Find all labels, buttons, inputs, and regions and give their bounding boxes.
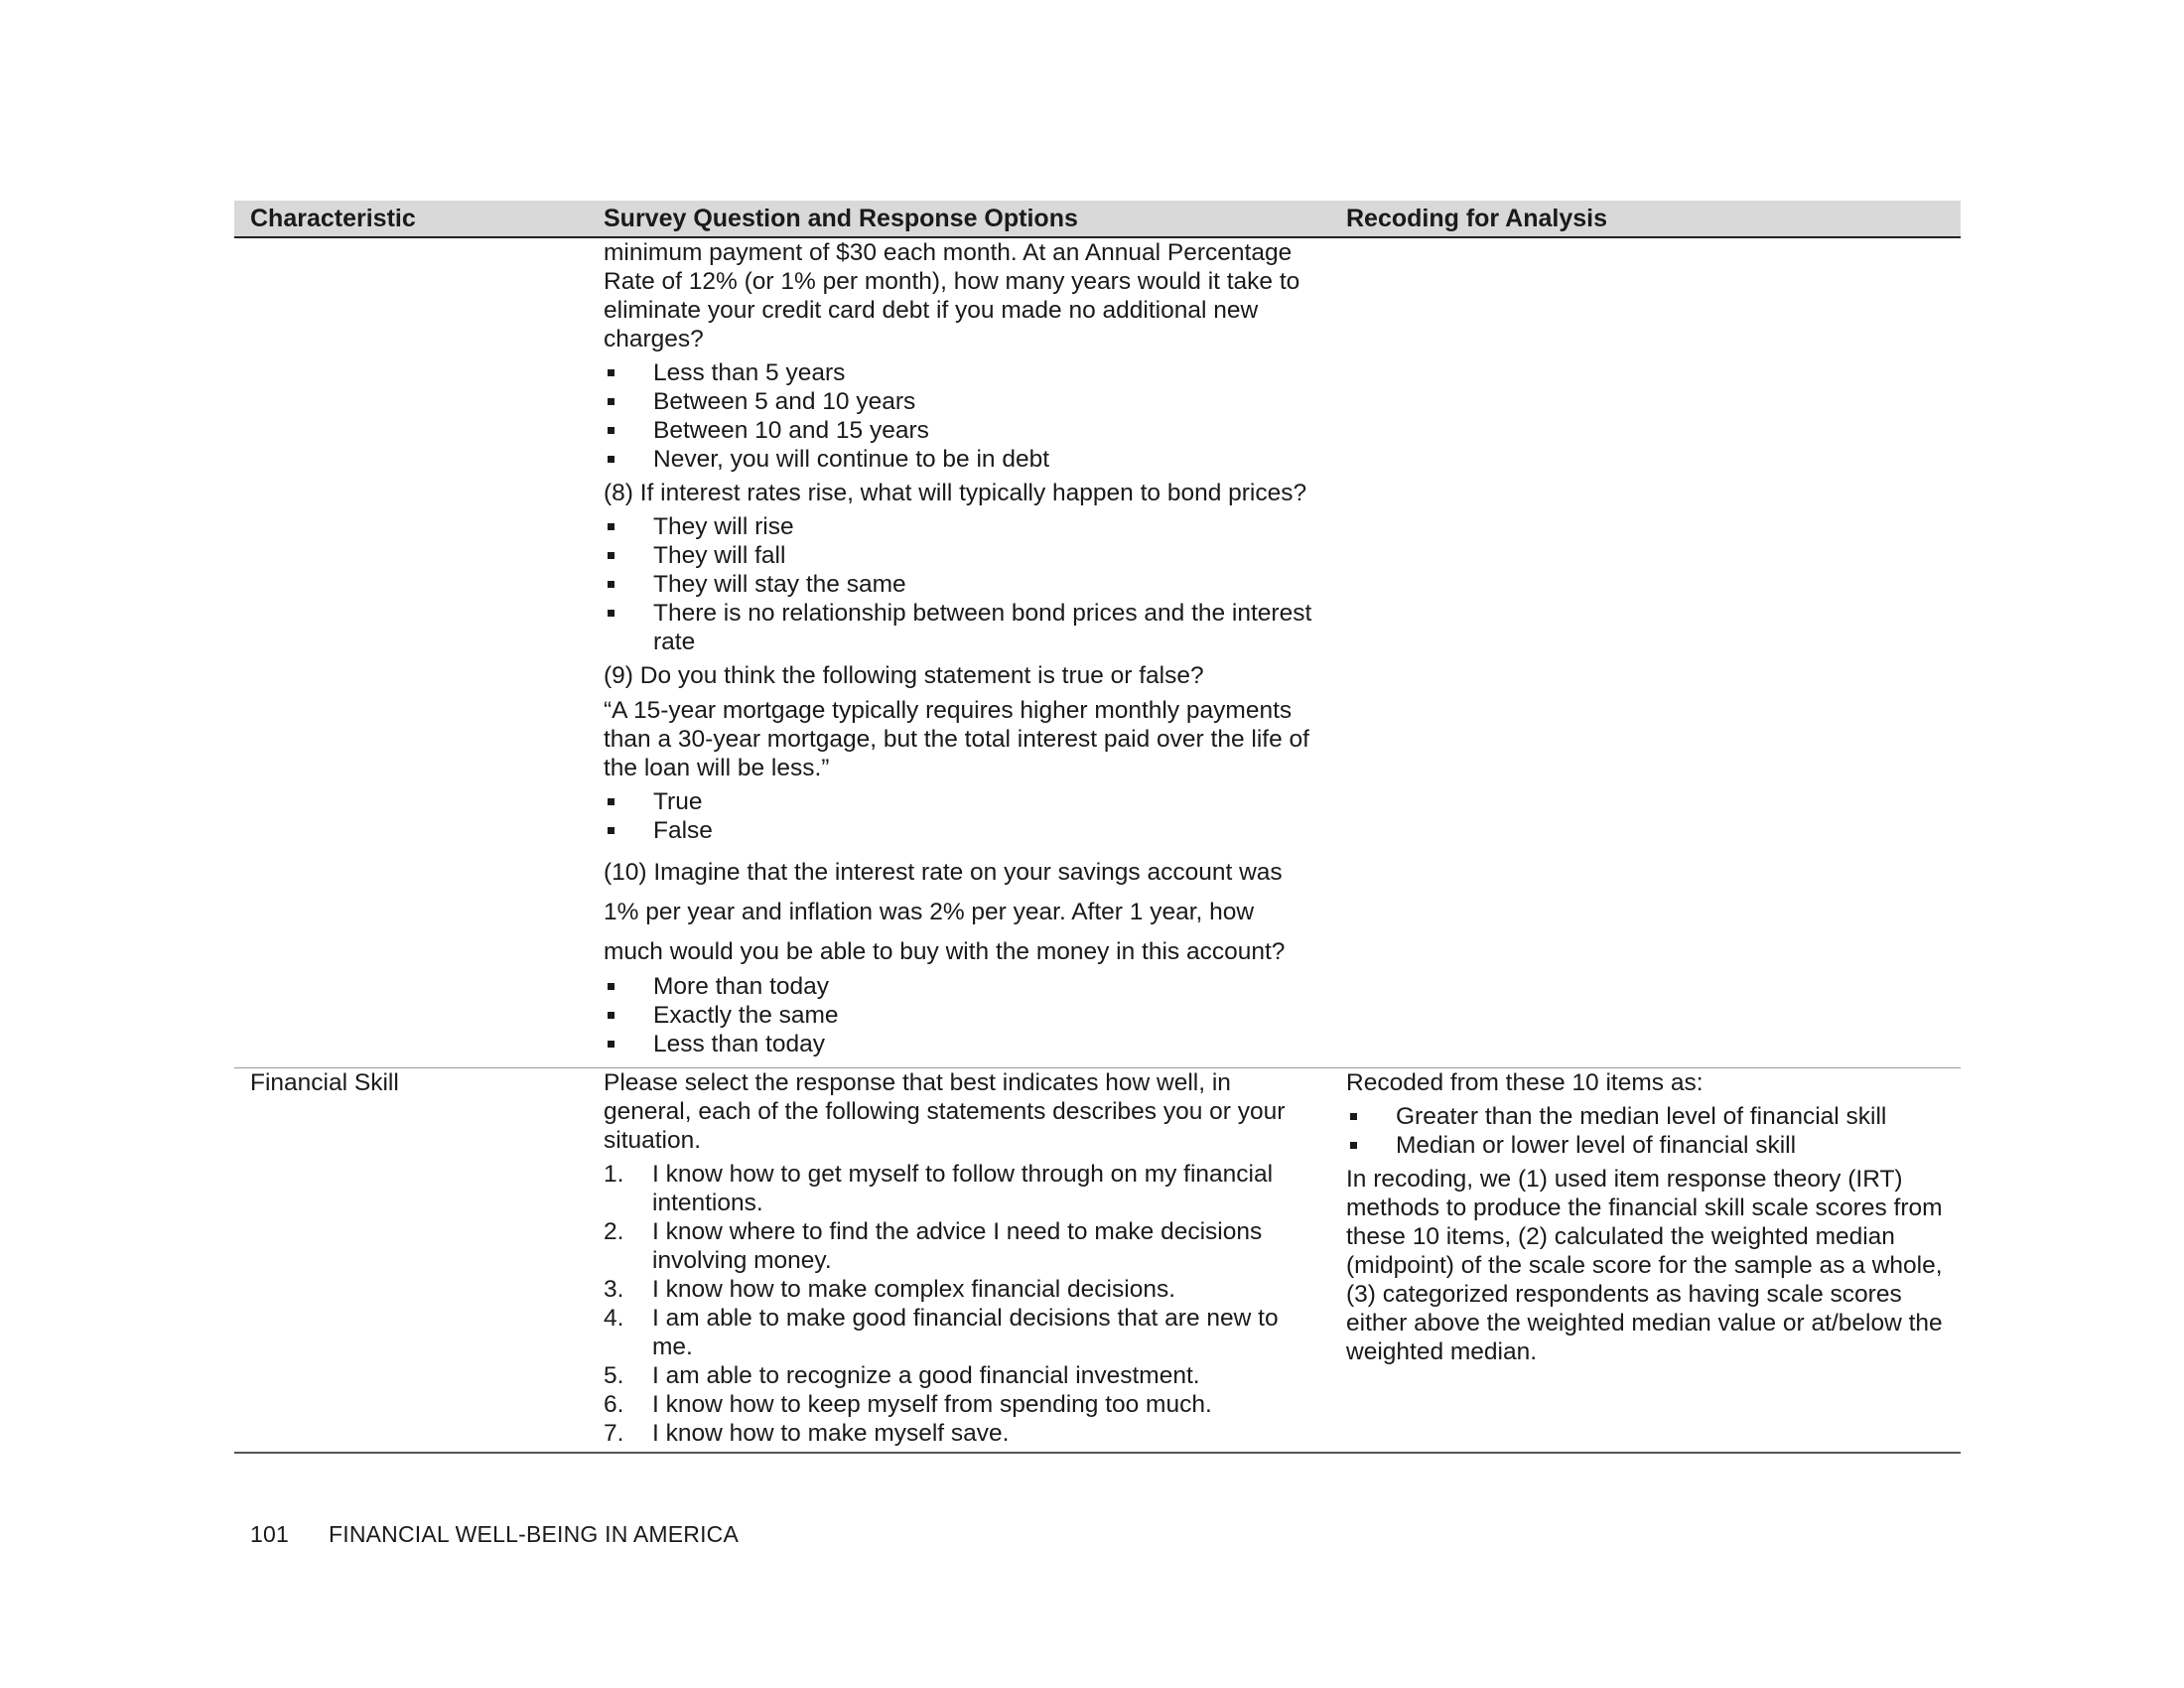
cell-survey-question (588, 1068, 1330, 1454)
list-item: False (604, 816, 1314, 845)
list-item: 6. I know how to keep myself from spending too much. (604, 1391, 1212, 1418)
list-item: 3. I know how to make complex financial decisions. (604, 1276, 1176, 1303)
q9-statement: “A 15-year mortgage typically requires higher monthly payments than a 30-year mortgage, but the total interest paid over the life of the loan will be less.” (604, 697, 1309, 781)
list-item: 5. I am able to recognize a good financial investment. (604, 1362, 1200, 1389)
q10-options (604, 972, 1314, 1058)
list-item: 1. I know how to get myself to follow through on my financial intentions. (604, 1161, 1274, 1216)
list-item: Never, you will continue to be in debt (604, 445, 1314, 474)
list-item: Less than today (604, 1030, 1314, 1058)
skill-question-text: Please select the response that best indicates how well, in general, each of the following statements describes you or your situation. (604, 1069, 1286, 1154)
header-characteristic: Characteristic (234, 201, 588, 237)
q7-options (604, 358, 1314, 474)
q10-line: 1% per year and inflation was 2% per year. After 1 year, how (604, 899, 1255, 925)
q10-text (604, 853, 1314, 972)
recode-options (1346, 1102, 1945, 1160)
q7-text-continued: minimum payment of $30 each month. At an Annual Percentage Rate of 12% (or 1% per month), how many years would it take to eliminate your credit card debt if you made no additional new charges? (604, 239, 1300, 352)
list-item: Exactly the same (604, 1001, 1314, 1030)
skill-items (604, 1160, 1314, 1448)
q10-line: (10) Imagine that the interest rate on your savings account was (604, 859, 1283, 886)
list-item: Greater than the median level of financial skill (1346, 1102, 1945, 1131)
header-recoding: Recoding for Analysis (1330, 201, 1961, 237)
recode-note: In recoding, we (1) used item response theory (IRT) methods to produce the financial skill scale scores from these 10 items, (2) calculated the weighted median (midpoint) of the scale score for the sample as a whole, (3) categorized respondents as having scale scores either above the weighted median value or at/below the weighted median. (1346, 1166, 1943, 1365)
survey-table (234, 201, 1961, 1454)
list-item: 7. I know how to make myself save. (604, 1420, 1010, 1447)
list-item: They will stay the same (604, 570, 1314, 599)
list-item: More than today (604, 972, 1314, 1001)
cell-characteristic-empty (234, 237, 588, 1068)
cell-recoding-empty (1330, 237, 1961, 1068)
footer-title: FINANCIAL WELL-BEING IN AMERICA (328, 1521, 740, 1547)
recode-intro: Recoded from these 10 items as: (1346, 1069, 1704, 1096)
q8-options (604, 512, 1314, 656)
q8-text: (8) If interest rates rise, what will typically happen to bond prices? (604, 480, 1307, 506)
page-number: 101 (250, 1521, 289, 1547)
list-item: True (604, 787, 1314, 816)
list-item: 2. I know where to find the advice I need to make decisions involving money. (604, 1218, 1263, 1274)
cell-recoding (1330, 1068, 1961, 1454)
q9-options (604, 787, 1314, 845)
table-row-financial-knowledge-continued (234, 237, 1961, 1068)
list-item: They will rise (604, 512, 1314, 541)
list-item: 4. I am able to make good financial decisions that are new to me. (604, 1305, 1279, 1360)
table-header-row (234, 201, 1961, 237)
list-item: There is no relationship between bond prices and the interest rate (604, 599, 1314, 656)
cell-characteristic: Financial Skill (234, 1068, 588, 1454)
list-item: Median or lower level of financial skill (1346, 1131, 1945, 1160)
header-survey-question: Survey Question and Response Options (588, 201, 1330, 237)
page-footer (250, 1521, 739, 1548)
cell-survey-question (588, 237, 1330, 1068)
list-item: They will fall (604, 541, 1314, 570)
list-item: Less than 5 years (604, 358, 1314, 387)
list-item: Between 10 and 15 years (604, 416, 1314, 445)
q10-line: much would you be able to buy with the money in this account? (604, 938, 1286, 965)
q9-text: (9) Do you think the following statement is true or false? (604, 662, 1204, 689)
list-item: Between 5 and 10 years (604, 387, 1314, 416)
table-row-financial-skill (234, 1068, 1961, 1454)
